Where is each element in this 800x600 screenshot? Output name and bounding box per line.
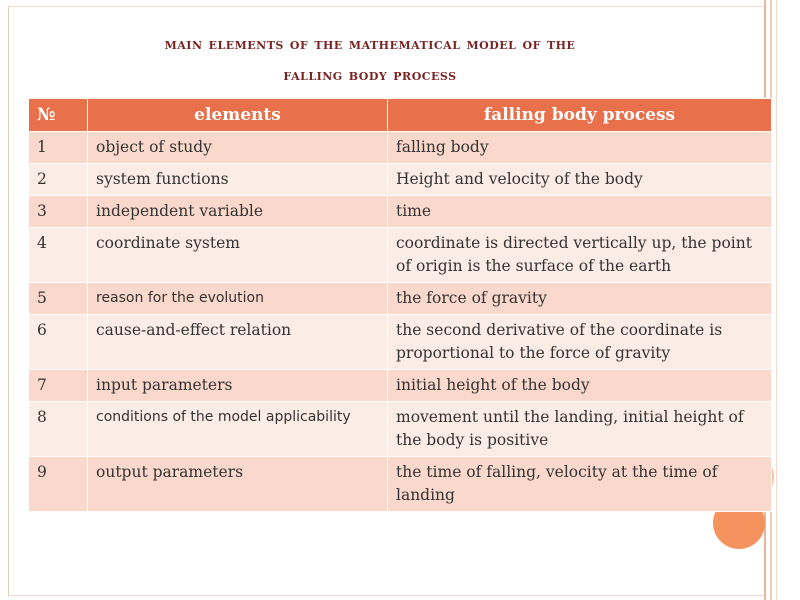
slide-title [60,28,680,90]
row-element: coordinate system [88,228,388,283]
row-number: 8 [29,402,88,457]
slide-title-line-1: main elements of the mathematical model of the [164,34,576,53]
row-number: 6 [29,315,88,370]
table-row [29,228,772,283]
header-elements: elements [88,99,388,132]
row-element: cause-and-effect relation [88,315,388,370]
row-process: the second derivative of the coordinate is proportional to the force of gravity [388,315,772,370]
table-row [29,457,772,512]
row-process: time [388,196,772,228]
table-row [29,196,772,228]
row-process: initial height of the body [388,370,772,402]
row-element: reason for the evolution [88,283,388,315]
model-elements-table [28,98,772,512]
header-number: № [29,99,88,132]
table-row [29,283,772,315]
table-header-row [29,99,772,132]
row-element: independent variable [88,196,388,228]
table-row [29,132,772,164]
row-process: coordinate is directed vertically up, the point of origin is the surface of the earth [388,228,772,283]
row-number: 7 [29,370,88,402]
table-row [29,370,772,402]
row-number: 9 [29,457,88,512]
table-row [29,402,772,457]
decorative-rule [776,0,777,600]
row-element: conditions of the model applicability [88,402,388,457]
row-element: system functions [88,164,388,196]
header-process: falling body process [388,99,772,132]
row-process: the force of gravity [388,283,772,315]
row-number: 2 [29,164,88,196]
row-element: input parameters [88,370,388,402]
row-process: falling body [388,132,772,164]
row-process: the time of falling, velocity at the time of landing [388,457,772,512]
table-row [29,164,772,196]
row-element: output parameters [88,457,388,512]
row-process: Height and velocity of the body [388,164,772,196]
row-element: object of study [88,132,388,164]
row-number: 4 [29,228,88,283]
row-process: movement until the landing, initial height of the body is positive [388,402,772,457]
slide-title-line-2: falling body process [283,65,457,84]
row-number: 3 [29,196,88,228]
row-number: 5 [29,283,88,315]
table-row [29,315,772,370]
row-number: 1 [29,132,88,164]
